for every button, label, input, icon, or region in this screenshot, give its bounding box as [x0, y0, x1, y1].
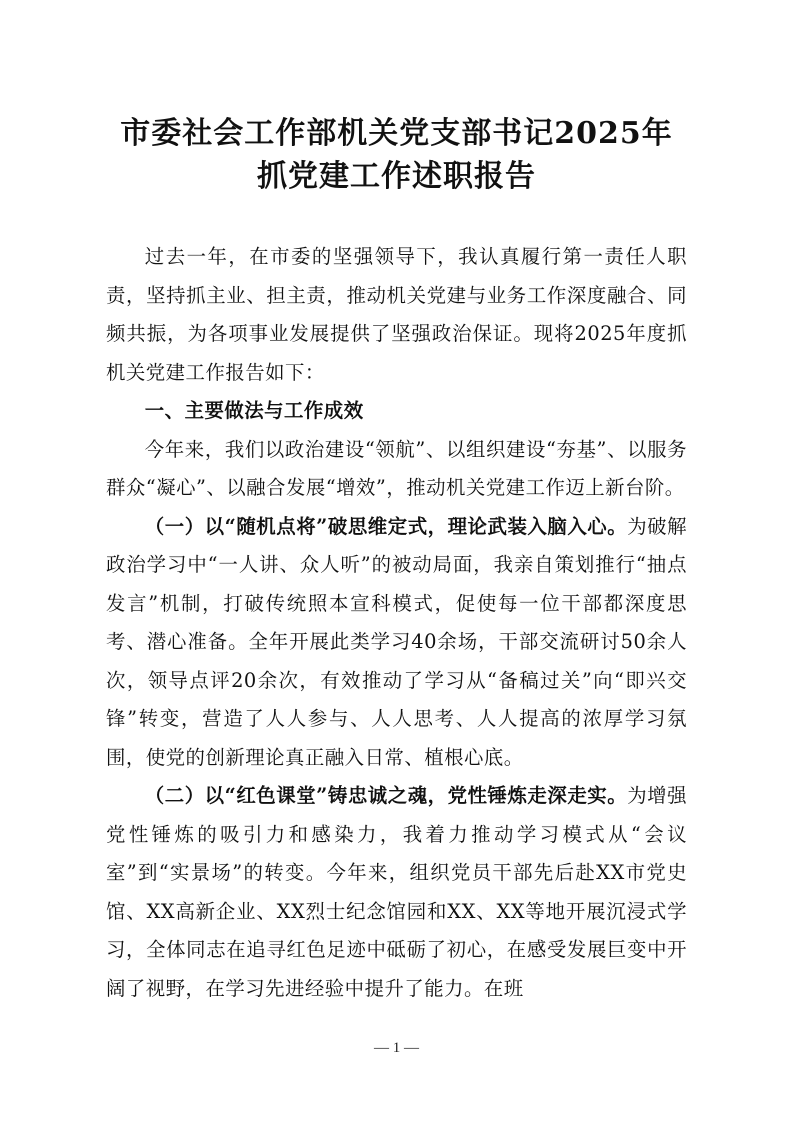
subsection-2-paragraph: [106, 777, 687, 1008]
subsection-2-text: 为增强党性锤炼的吸引力和感染力，我着力推动学习模式从“会议室”到“实景场”的转变。今年来，组织党员干部先后赴XX市党史馆、XX高新企业、XX烈士纪念馆园和XX、XX等地开展沉浸式学习，全体同志在追寻红色足迹中砥砺了初心，在感受发展巨变中开阔了视野，在学习先进经验中提升了能力。在班: [106, 784, 688, 1000]
section-1-paragraph: 今年来，我们以政治建设“领航”、以组织建设“夯基”、以服务群众“凝心”、以融合发展“增效”，推动机关党建工作迈上新台阶。: [106, 437, 687, 499]
subsection-1-text: 为破解政治学习中“一人讲、众人听”的被动局面，我亲自策划推行“抽点发言”机制，打破传统照本宣科模式，促使每一位干部都深度思考、潜心准备。全年开展此类学习40余场，干部交流研讨50余人次，领导点评20余次，有效推动了学习从“备稿过关”向“即兴交锋”转变，营造了人人参与、人人思考、人人提高的浓厚学习氛围，使党的创新理论真正融入日常、植根心底。: [106, 514, 688, 769]
subsection-1-heading: （一）以“随机点将”破思维定式，理论武装入脑入心。: [144, 514, 628, 538]
document-title: [106, 112, 687, 198]
subsection-1-paragraph: [106, 508, 687, 778]
title-line-2: 抓党建工作述职报告: [257, 159, 536, 194]
intro-paragraph: 过去一年，在市委的坚强领导下，我认真履行第一责任人职责，坚持抓主业、担主责，推动机关党建与业务工作深度融合、同频共振，为各项事业发展提供了坚强政治保证。现将2025年度抓机关党建工作报告如下：: [106, 245, 687, 384]
document-body: [106, 238, 687, 1008]
page-number: — 1 —: [374, 1040, 419, 1056]
subsection-2-heading: （二）以“红色课堂”铸忠诚之魂，党性锤炼走深走实。: [144, 784, 628, 807]
title-line-1: 市委社会工作部机关党支部书记2025年: [120, 116, 673, 151]
section-1-heading: 一、主要做法与工作成效: [144, 399, 364, 422]
